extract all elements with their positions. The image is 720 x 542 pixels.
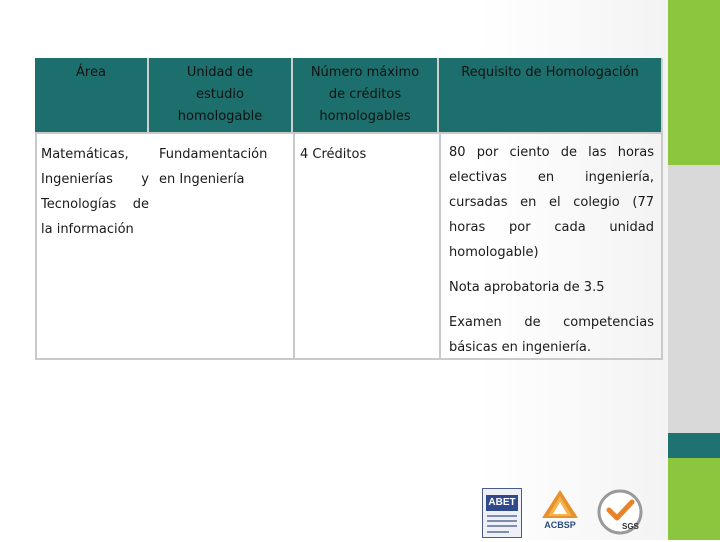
header-unidad [149, 58, 293, 132]
sidebar-teal-band [668, 433, 720, 458]
sidebar-gray-band [668, 165, 720, 433]
header-requisito-label: Requisito de Homologación [461, 65, 639, 80]
decorative-sidebar [668, 0, 720, 540]
header-area-label: Área [76, 65, 106, 80]
cell-area [41, 142, 149, 242]
cell-unidad [159, 142, 287, 192]
requisito-item: Nota aprobatoria de 3.5 [449, 280, 605, 295]
column-divider [439, 132, 441, 360]
requisito-item: Examen de competencias básicas en ingeniería. [449, 315, 654, 355]
header-creditos-label: Número máximo de créditos homologables [310, 65, 420, 124]
sgs-logo-text: SGS [622, 522, 639, 531]
header-area [35, 58, 149, 132]
acbsp-emblem-icon [538, 488, 582, 538]
cell-area-text: Matemáticas, Ingenierías y Tecnologías de la información [41, 147, 149, 237]
header-requisito [439, 58, 663, 132]
abet-logo [482, 488, 522, 538]
acbsp-logo-text: ACBSP [544, 520, 576, 530]
logo-line [487, 515, 517, 517]
sgs-logo [596, 488, 644, 536]
logo-line [487, 525, 517, 527]
cell-creditos [300, 142, 435, 167]
cell-creditos-text: 4 Créditos [300, 147, 367, 162]
requisito-item: 80 por ciento de las horas electivas en ingeniería, cursadas en el colegio (77 horas por cada unidad homologable) [449, 145, 654, 260]
acbsp-logo [538, 488, 582, 538]
abet-logo-text: ABET [486, 495, 518, 511]
header-unidad-label: Unidad de estudio homologable [177, 65, 263, 124]
column-divider [293, 132, 295, 360]
sidebar-green-band-bottom [668, 458, 720, 540]
cell-unidad-text: Fundamentación en Ingeniería [159, 147, 268, 187]
sidebar-green-band-top [668, 0, 720, 165]
cell-requisitos [449, 140, 654, 370]
header-creditos [293, 58, 439, 132]
homologation-table [35, 58, 663, 360]
logo-line [487, 520, 517, 522]
logo-line [487, 531, 509, 533]
